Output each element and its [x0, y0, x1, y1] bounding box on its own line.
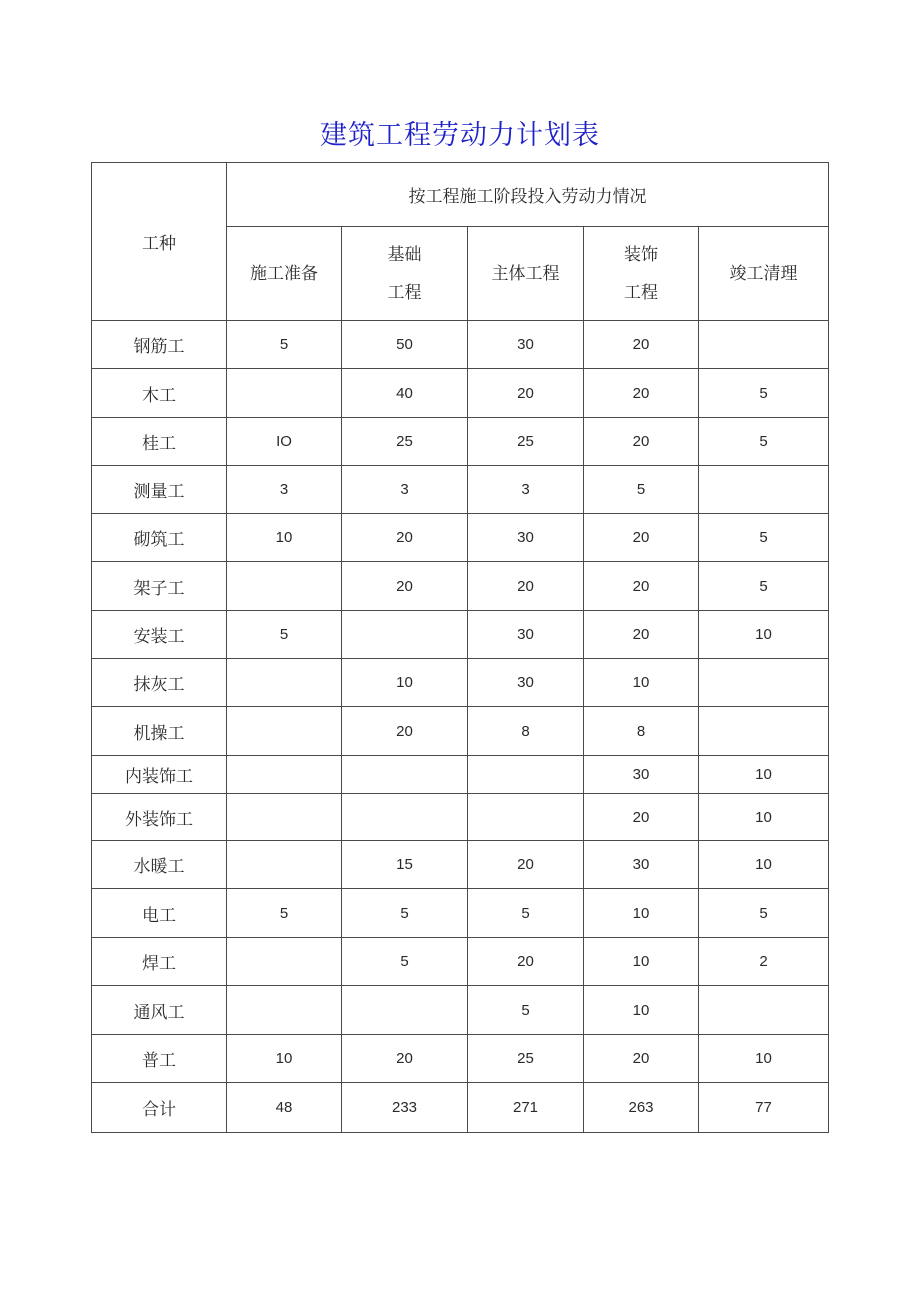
value-cell: 30 — [468, 514, 584, 562]
table-row — [92, 659, 829, 707]
value-cell: 20 — [342, 514, 468, 562]
value-cell: 10 — [227, 514, 342, 562]
value-cell: 30 — [468, 321, 584, 369]
value-cell: 10 — [699, 794, 829, 841]
value-cell: 5 — [468, 889, 584, 938]
value-cell: 25 — [468, 418, 584, 466]
value-cell: 40 — [342, 369, 468, 418]
trade-name-cell: 木工 — [92, 369, 227, 418]
value-cell: 5 — [468, 986, 584, 1035]
value-cell: 48 — [227, 1083, 342, 1133]
value-cell — [699, 466, 829, 514]
value-cell: 30 — [468, 611, 584, 659]
value-cell: 25 — [468, 1035, 584, 1083]
trade-name-cell: 机操工 — [92, 707, 227, 756]
value-cell — [227, 659, 342, 707]
value-cell: 5 — [699, 418, 829, 466]
value-cell — [342, 611, 468, 659]
trade-name-cell: 普工 — [92, 1035, 227, 1083]
trade-name-cell: 安装工 — [92, 611, 227, 659]
value-cell: 5 — [342, 938, 468, 986]
value-cell: 5 — [699, 562, 829, 611]
value-cell — [468, 756, 584, 794]
value-cell: 5 — [699, 514, 829, 562]
table-row — [92, 794, 829, 841]
value-cell: 233 — [342, 1083, 468, 1133]
value-cell — [227, 986, 342, 1035]
trade-name-cell: 焊工 — [92, 938, 227, 986]
stage-line: 施工准备 — [250, 263, 318, 284]
value-cell: 25 — [342, 418, 468, 466]
table-row — [92, 756, 829, 794]
table-row — [92, 369, 829, 418]
trade-name-cell: 钢筋工 — [92, 321, 227, 369]
value-cell — [227, 841, 342, 889]
value-cell: 5 — [699, 369, 829, 418]
header-type: 工种 — [92, 163, 227, 321]
value-cell: 263 — [584, 1083, 699, 1133]
value-cell: 8 — [584, 707, 699, 756]
page-title: 建筑工程劳动力计划表 — [320, 120, 600, 151]
value-cell: 20 — [468, 938, 584, 986]
value-cell — [342, 756, 468, 794]
table-row — [92, 321, 829, 369]
value-cell — [468, 794, 584, 841]
value-cell: 15 — [342, 841, 468, 889]
stage-header-main — [468, 227, 584, 321]
value-cell: 20 — [468, 562, 584, 611]
trade-name-cell: 桂工 — [92, 418, 227, 466]
value-cell: 5 — [227, 889, 342, 938]
table-row — [92, 562, 829, 611]
value-cell: 20 — [342, 707, 468, 756]
trade-name-cell: 测量工 — [92, 466, 227, 514]
stage-line: 工程 — [624, 282, 658, 303]
stage-header-prep — [227, 227, 342, 321]
stage-line: 竣工清理 — [729, 263, 798, 284]
value-cell — [342, 794, 468, 841]
value-cell — [699, 986, 829, 1035]
value-cell: 77 — [699, 1083, 829, 1133]
stage-line: 装饰 — [624, 244, 658, 265]
value-cell: 20 — [584, 562, 699, 611]
value-cell: 30 — [584, 756, 699, 794]
trade-name-cell: 外装饰工 — [92, 794, 227, 841]
value-cell: 30 — [584, 841, 699, 889]
trade-name-cell: 架子工 — [92, 562, 227, 611]
stage-header-cleanup — [699, 227, 829, 321]
value-cell: 10 — [342, 659, 468, 707]
stage-line: 主体工程 — [491, 263, 560, 284]
value-cell — [699, 659, 829, 707]
value-cell: 20 — [468, 369, 584, 418]
value-cell: 20 — [584, 514, 699, 562]
table-row — [92, 1035, 829, 1083]
value-cell — [342, 986, 468, 1035]
table-row — [92, 514, 829, 562]
table-row — [92, 611, 829, 659]
value-cell: 20 — [468, 841, 584, 889]
value-cell: 3 — [468, 466, 584, 514]
stage-line: 工程 — [387, 282, 422, 303]
value-cell: 5 — [584, 466, 699, 514]
value-cell: 10 — [699, 611, 829, 659]
value-cell: 8 — [468, 707, 584, 756]
table-row — [92, 418, 829, 466]
value-cell: 10 — [584, 986, 699, 1035]
stage-header-decoration — [584, 227, 699, 321]
trade-name-cell: 抹灰工 — [92, 659, 227, 707]
value-cell: 20 — [584, 611, 699, 659]
value-cell — [227, 707, 342, 756]
value-cell — [699, 707, 829, 756]
value-cell: 10 — [584, 889, 699, 938]
value-cell: 20 — [584, 794, 699, 841]
value-cell: 10 — [699, 841, 829, 889]
trade-name-cell: 通风工 — [92, 986, 227, 1035]
value-cell: 20 — [342, 1035, 468, 1083]
table-row — [92, 707, 829, 756]
value-cell — [227, 756, 342, 794]
header-group: 按工程施工阶段投入劳动力情况 — [227, 163, 829, 227]
value-cell: 5 — [227, 321, 342, 369]
value-cell: 10 — [699, 1035, 829, 1083]
value-cell — [227, 369, 342, 418]
header-row-group — [92, 163, 829, 227]
value-cell — [227, 794, 342, 841]
value-cell: 5 — [227, 611, 342, 659]
labor-plan-table — [91, 162, 829, 1133]
value-cell: 20 — [584, 369, 699, 418]
total-row — [92, 1083, 829, 1133]
table-row — [92, 889, 829, 938]
value-cell — [227, 938, 342, 986]
value-cell: 20 — [584, 1035, 699, 1083]
trade-name-cell: 内装饰工 — [92, 756, 227, 794]
value-cell: 3 — [227, 466, 342, 514]
value-cell: 30 — [468, 659, 584, 707]
table-row — [92, 466, 829, 514]
value-cell: 5 — [342, 889, 468, 938]
trade-name-cell: 水暖工 — [92, 841, 227, 889]
value-cell: 3 — [342, 466, 468, 514]
value-cell: 5 — [699, 889, 829, 938]
value-cell: 10 — [584, 938, 699, 986]
table-row — [92, 986, 829, 1035]
table-row — [92, 841, 829, 889]
table-row — [92, 938, 829, 986]
value-cell: 10 — [699, 756, 829, 794]
value-cell: 10 — [227, 1035, 342, 1083]
value-cell: 10 — [584, 659, 699, 707]
trade-name-cell: 砌筑工 — [92, 514, 227, 562]
stage-line: 基础 — [387, 244, 422, 265]
value-cell: 20 — [342, 562, 468, 611]
value-cell — [227, 562, 342, 611]
value-cell: 50 — [342, 321, 468, 369]
stage-header-foundation — [342, 227, 468, 321]
value-cell: 20 — [584, 418, 699, 466]
trade-name-cell: 合计 — [92, 1083, 227, 1133]
trade-name-cell: 电工 — [92, 889, 227, 938]
value-cell: IO — [227, 418, 342, 466]
value-cell: 2 — [699, 938, 829, 986]
value-cell: 271 — [468, 1083, 584, 1133]
value-cell: 20 — [584, 321, 699, 369]
value-cell — [699, 321, 829, 369]
